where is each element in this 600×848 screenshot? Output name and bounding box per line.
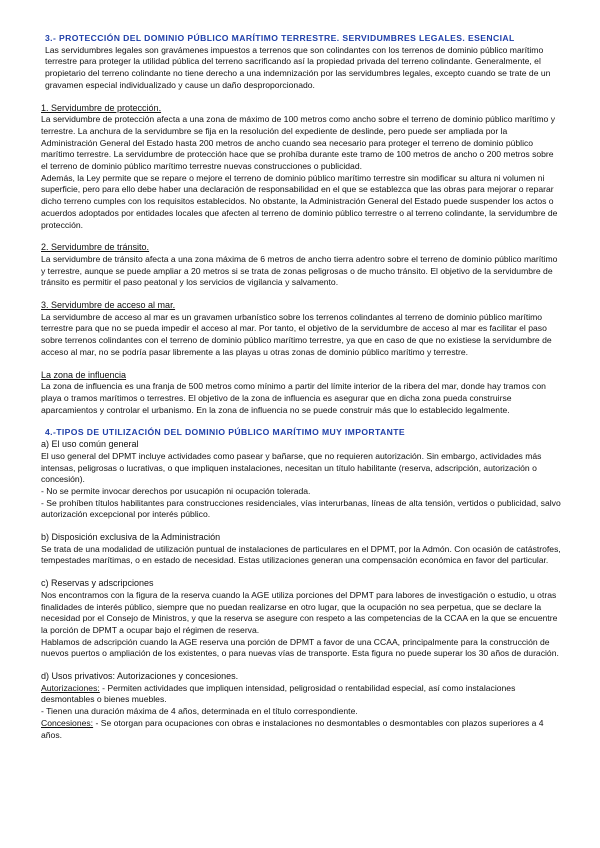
zona-influencia-heading: La zona de influencia — [41, 369, 127, 380]
adscripciones-paragraph: Hablamos de adscripción cuando la AGE reserva una porción de DPMT a favor de una CCAA, principalmente para la construcción de nuevos puertos o ampliación de los existentes, o para nuevas vías de transporte. Esta figura no puede superar los 30 años de duración. — [41, 636, 559, 659]
servidumbre-proteccion-paragraph-1: La servidumbre de protección afecta a una zona de máximo de 100 metros como ancho sobre el terreno de dominio público marítimo y terrestre. La anchura de la servidumbre se fija en la resolución del expediente de deslinde, pero puede ser ampliada por la Administración General del Estado hasta 200 metros de ancho cuando sea necesario para proteger el terreno de dominio público marítimo terrestre. La servidumbre de protección hace que se prohíba durante este tramo de 100 metros de ancho o 200 metros sobre el terreno de dominio público marítimo terrestre nuevas construcciones o publicidad. — [41, 114, 555, 172]
section-4-title: 4.-TIPOS DE UTILIZACIÓN DEL DOMINIO PÚBLICO MARÍTIMO MUY IMPORTANTE — [45, 427, 406, 438]
autorizaciones-paragraph — [41, 683, 562, 706]
concesiones-text: - Se otorgan para ocupaciones con obras e instalaciones no desmontables o desmontables con plazos superiores a 4 años. — [41, 717, 544, 740]
servidumbre-proteccion-heading: 1. Servidumbre de protección. — [41, 102, 162, 113]
section-3-intro: Las servidumbres legales son gravámenes impuestos a terrenos que son colindantes con los terrenos de dominio público marítimo terrestre para proteger la utilidad pública del terreno sacrificando así la propiedad privada del terreno colindante. Generalmente, el propietario del terreno colindante no tiene derecho a una indemnización por las servidumbres legales, excepto cuando se trate de un gravamen especial individualizado y cause un daño desproporcionado. — [45, 44, 551, 90]
servidumbre-transito-paragraph: La servidumbre de tránsito afecta a una zona máxima de 6 metros de ancho tierra adentro sobre el terreno de dominio público marítimo y terrestre, aunque se puede ampliar a 20 metros si se trata de zonas peligrosas o de mucho tránsito. El objetivo de la servidumbre de tránsito es permitir el paso peatonal y los servicios de vigilancia y salvamento. — [41, 253, 558, 288]
servidumbre-transito-heading: 2. Servidumbre de tránsito. — [41, 242, 150, 253]
uso-comun-heading: a) El uso común general — [41, 439, 139, 450]
autorizaciones-label: Autorizaciones: — [41, 682, 100, 693]
usos-privativos-heading: d) Usos privativos: Autorizaciones y concesiones. — [41, 671, 239, 682]
disposicion-exclusiva-paragraph: Se trata de una modalidad de utilización puntual de instalaciones de particulares en el DPMT, por la Admón. Con ocasión de catástrofes, tempestades marítimas, o en estado de necesidad. Estas utilizaciones generan una compensación económica en favor del particular. — [41, 543, 561, 566]
servidumbre-acceso-mar-heading: 3. Servidumbre de acceso al mar. — [41, 300, 176, 311]
concesiones-paragraph — [41, 718, 562, 741]
uso-comun-bullet-2: - Se prohíben títulos habilitantes para construcciones residenciales, vías interurbanas, líneas de alta tensión, vertidos o publicidad, salvo autorización excepcional por interés público. — [41, 497, 561, 520]
uso-comun-bullet-1: - No se permite invocar derechos por usucapión ni ocupación tolerada. — [41, 485, 311, 496]
autorizaciones-text: - Permiten actividades que impliquen intensidad, peligrosidad o rentabilidad especial, así como instalaciones desmontables o bienes muebles. — [41, 682, 516, 705]
concesiones-label: Concesiones: — [41, 717, 94, 728]
reservas-paragraph: Nos encontramos con la figura de la reserva cuando la AGE utiliza porciones del DPMT para labores de investigación o estudio, u otras finalidades de interés público, siempre que no puedan realizarse en otro lugar, que la ocupación no sea perpetua, que se declare la necesidad por el Consejo de Ministros, y que la reserva se asegure con respeto a las competencias de la CCAA en la que se encuentre la porción de DPMT a ocupar bajo el régimen de reserva. — [41, 589, 558, 635]
servidumbre-proteccion-paragraph-2: Además, la Ley permite que se repare o mejore el terreno de dominio público marítimo terrestre sin modificar su altura ni volumen ni superficie, pero para ello debe haber una declaración de responsabilidad en el que se establezca que las obras para mejorar o reparar dicho terreno cumples con los requisitos establecidos. No obstante, la Administración General del Estado puede suspender los actos o acuerdos adoptados por entidades locales que afecten al terreno de dominio público terrestre o al terreno colindante, la servidumbre de protección. — [41, 172, 558, 230]
section-3-title: 3.- PROTECCIÓN DEL DOMINIO PÚBLICO MARÍTIMO TERRESTRE. SERVIDUMBRES LEGALES. ESENCIAL — [45, 33, 515, 43]
uso-comun-paragraph: El uso general del DPMT incluye actividades como pasear y bañarse, que no requieren autorización. Sin embargo, actividades más intensas, peligrosas o lucrativas, o que impliquen instalaciones, necesitan un título habilitante (reserva, adscripción, autorización o concesión). — [41, 450, 542, 485]
reservas-adscripciones-heading: c) Reservas y adscripciones — [41, 578, 154, 589]
zona-influencia-paragraph: La zona de influencia es una franja de 500 metros como mínimo a partir del límite interior de la ribera del mar, donde hay tramos con playa o tramos marítimos o terrestres. El objetivo de la zona de influencia es asegurar que en dicha zona pueda construirse aparcamientos y controlar el urbanismo. En la zona de influencia no se puede construir más que lo establecido legalmente. — [41, 381, 546, 415]
autorizaciones-bullet: - Tienen una duración máxima de 4 años, determinada en el título correspondiente. — [41, 706, 358, 717]
disposicion-exclusiva-heading: b) Disposición exclusiva de la Administración — [41, 532, 221, 543]
servidumbre-acceso-mar-paragraph: La servidumbre de acceso al mar es un gravamen urbanístico sobre los terrenos colindantes al terreno de dominio público marítimo terrestre para que no se pueda impedir el acceso al mar. Por tanto, el objetivo de la servidumbre de acceso al mar es facilitar el paso sobre terrenos colindantes con el terreno de dominio público marítimo terrestre, ya que en caso de que no existiese la servidumbre de acceso al mar, no se podría pasar libremente a las playas u otras zonas de dominio público marítimo y terrestre. — [41, 311, 552, 357]
